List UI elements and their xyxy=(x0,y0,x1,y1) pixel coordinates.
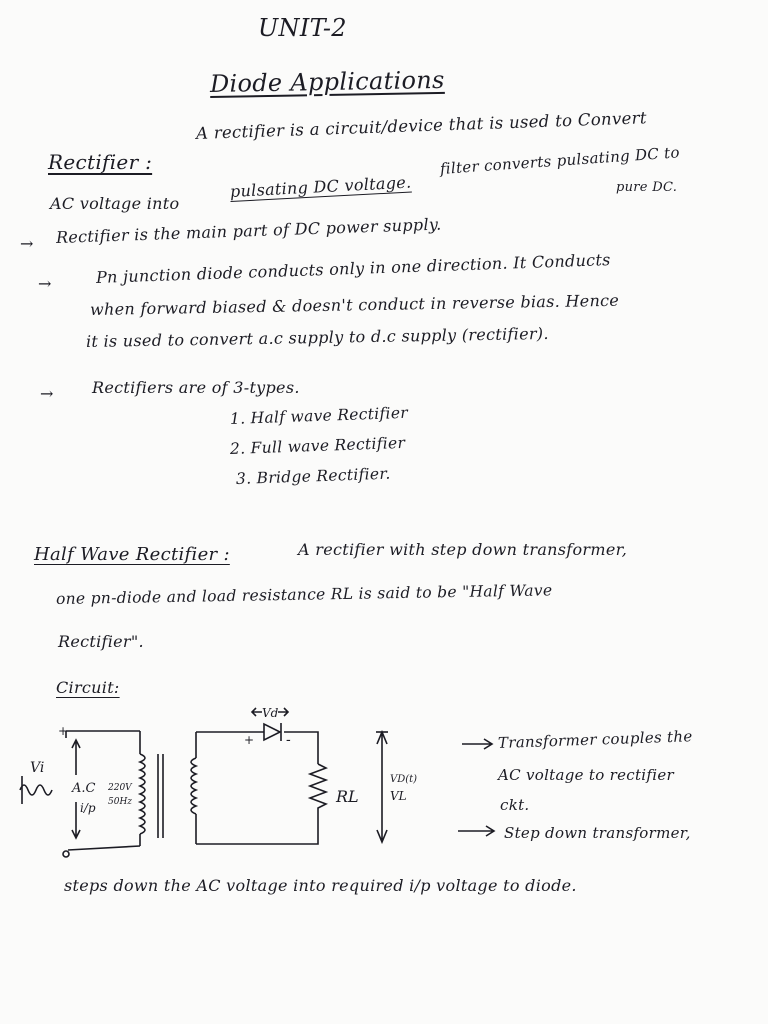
note-arrow-transformer xyxy=(462,739,492,749)
hwr-line2: one pn-diode and load resistance RL is said to be "Half Wave xyxy=(55,581,553,608)
pn-line1: Pn junction diode conducts only in one direction. It Conducts xyxy=(95,250,611,287)
ip-label: i/p xyxy=(80,801,96,815)
type-item-2: 2. Full wave Rectifier xyxy=(229,433,406,458)
rectifier-note-line1: Rectifier is the main part of DC power supply. xyxy=(55,214,442,247)
input-down-arrow xyxy=(72,802,80,838)
rectifier-term: Rectifier : xyxy=(48,150,153,174)
rectifier-def-line1: A rectifier is a circuit/device that is used to Convert xyxy=(195,108,648,143)
rectifier-def-line2c: filter converts pulsating DC to xyxy=(439,143,681,178)
ac-source-wave xyxy=(20,785,52,795)
note-transformer-1: Transformer couples the xyxy=(497,727,693,752)
load-resistor xyxy=(310,764,326,814)
pn-line3: it is used to convert a.c supply to d.c supply (rectifier). xyxy=(85,323,549,351)
note-transformer-3: ckt. xyxy=(500,796,530,814)
vd-label: Vd xyxy=(262,706,279,720)
note-arrow-stepdown xyxy=(458,826,494,836)
hwr-term: Half Wave Rectifier : xyxy=(34,544,230,565)
input-up-arrow xyxy=(72,740,80,775)
vd-left-arrow xyxy=(252,708,262,716)
topic-title: Diode Applications xyxy=(209,65,445,98)
hwr-line3: Rectifier". xyxy=(58,632,144,651)
primary-coil xyxy=(140,754,145,834)
note-transformer-2: AC voltage to rectifier xyxy=(498,766,674,784)
type-item-3: 3. Bridge Rectifier. xyxy=(235,464,391,488)
ac-label: A.C xyxy=(72,781,96,796)
note-stepdown-1: Step down transformer, xyxy=(504,824,691,842)
note-stepdown-2: steps down the AC voltage into required i/p voltage to diode. xyxy=(64,876,577,895)
transformer-core xyxy=(158,754,163,838)
note-arrow-3: → xyxy=(40,384,54,403)
rectifier-def-line3a: pure DC. xyxy=(616,180,678,195)
vd-out-label: VD(t) xyxy=(390,774,418,785)
input-terminal-bottom xyxy=(63,851,69,857)
circuit-label: Circuit: xyxy=(56,678,120,697)
note-arrow-2: → xyxy=(38,274,52,293)
unit-title: UNIT-2 xyxy=(258,14,347,42)
bottom-wire xyxy=(196,814,318,844)
input-bottom-wire xyxy=(68,846,140,850)
pn-line2: when forward biased & doesn't conduct in reverse bias. Hence xyxy=(89,290,620,319)
input-plus-sign: + xyxy=(58,724,69,738)
type-item-1: 1. Half wave Rectifier xyxy=(229,403,409,428)
note-arrow-1: → xyxy=(20,234,34,253)
diode-symbol xyxy=(264,724,280,740)
hwr-line1: A rectifier with step down transformer, xyxy=(298,540,628,559)
voltage-label: 220V xyxy=(108,783,132,793)
rectifier-def-line2a: AC voltage into xyxy=(50,194,180,213)
vl-label: VL xyxy=(390,789,407,803)
vi-label: Vi xyxy=(30,760,45,776)
diode-plus-sign: + xyxy=(244,733,255,747)
diode-minus-sign: - xyxy=(286,732,291,748)
freq-label: 50Hz xyxy=(108,797,133,807)
vd-right-arrow xyxy=(278,708,288,716)
rl-label: RL xyxy=(336,787,359,806)
secondary-coil xyxy=(191,758,196,814)
rectifier-def-line2b: pulsating DC voltage. xyxy=(229,172,412,201)
types-intro: Rectifiers are of 3-types. xyxy=(92,378,300,397)
output-voltage-arrow xyxy=(377,732,387,842)
